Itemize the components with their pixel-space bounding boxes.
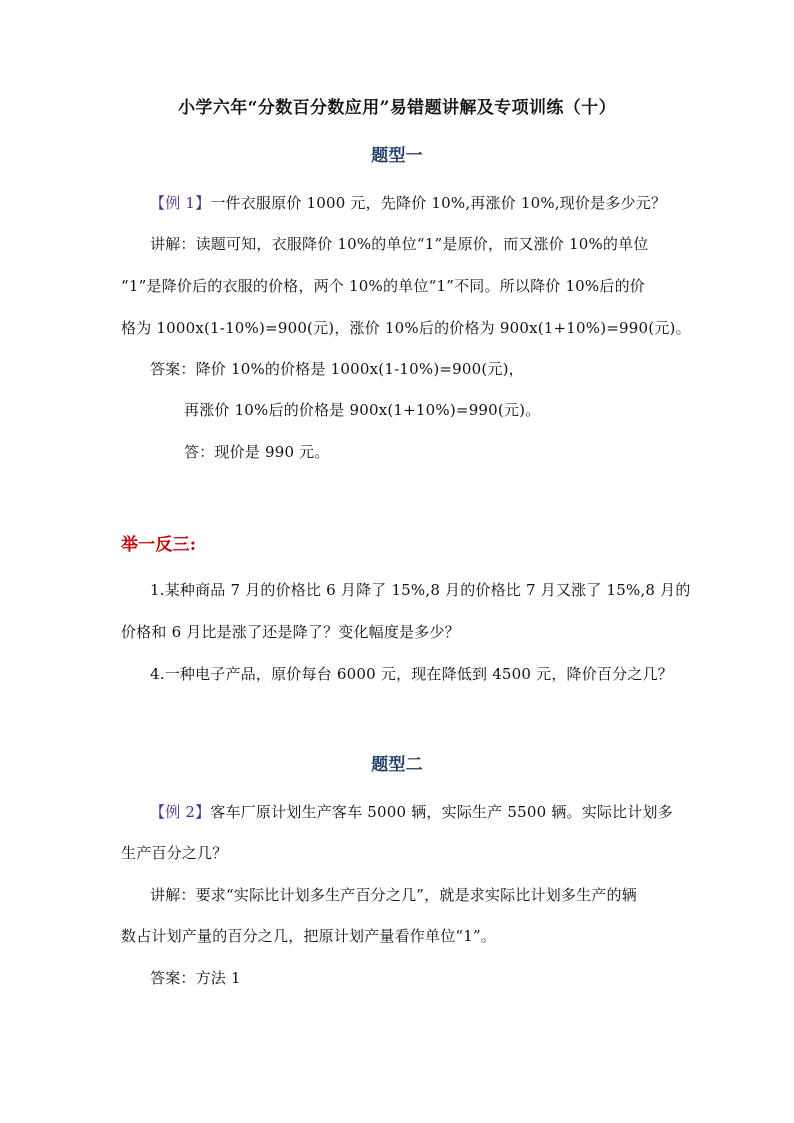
example-2-text-line-2: 生产百分之几？ xyxy=(121,844,228,862)
answer-1-line-3: 答：现价是 990 元。 xyxy=(184,443,330,461)
answer-1-line-1: 答案：降价 10%的价格是 1000x(1-10%)=900(元)， xyxy=(150,360,524,378)
practice-item-1-line-2: 价格和 6 月比是涨了还是降了？变化幅度是多少？ xyxy=(121,623,460,641)
practice-item-2: 4.一种电子产品，原价每台 6000 元，现在降低到 4500 元，降价百分之几？ xyxy=(150,665,673,683)
example-2-text: 客车厂原计划生产客车 5000 辆，实际生产 5500 辆。实际比计划多 xyxy=(210,803,673,821)
example-1-label: 【例 1】 xyxy=(150,194,211,212)
explain-2-line-2: 数占计划产量的百分之几，把原计划产量看作单位“1”。 xyxy=(121,927,497,945)
practice-heading: 举一反三: xyxy=(121,535,197,555)
section-heading-2: 题型二 xyxy=(371,755,423,775)
page-title: 小学六年“分数百分数应用”易错题讲解及专项训练（十） xyxy=(178,98,616,118)
example-2 xyxy=(150,802,673,822)
section-heading-1: 题型一 xyxy=(371,146,423,166)
example-1 xyxy=(150,193,666,213)
example-1-text: 一件衣服原价 1000 元，先降价 10%,再涨价 10%,现价是多少元？ xyxy=(210,194,667,212)
example-2-label: 【例 2】 xyxy=(150,803,211,821)
practice-item-1-line-1: 1.某种商品 7 月的价格比 6 月降了 15%,8 月的价格比 7 月又涨了 15%,8 月的 xyxy=(150,581,691,599)
answer-2-line-1: 答案：方法 1 xyxy=(150,969,241,987)
explain-2-line-1: 讲解：要求“实际比计划多生产百分之几”，就是求实际比计划多生产的辆 xyxy=(150,886,637,904)
explain-1-line-1: 讲解：读题可知，衣服降价 10%的单位“1”是原价，而又涨价 10%的单位 xyxy=(150,235,649,253)
explain-1-line-2: “1”是降价后的衣服的价格，两个 10%的单位“1”不同。所以降价 10%后的价 xyxy=(121,277,645,295)
answer-1-line-2: 再涨价 10%后的价格是 900x(1+10%)=990(元)。 xyxy=(184,401,541,419)
explain-1-line-3: 格为 1000x(1-10%)=900(元)，涨价 10%后的价格为 900x(1+10%)=990(元)。 xyxy=(121,319,691,337)
